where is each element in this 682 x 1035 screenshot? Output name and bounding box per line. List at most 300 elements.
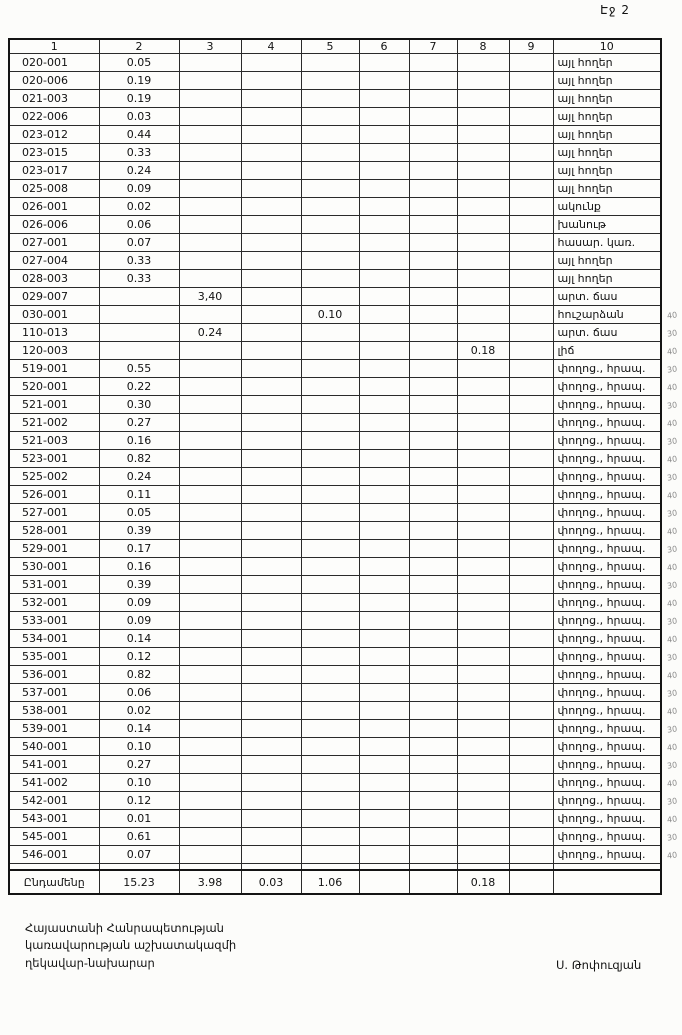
cell-col-10: փողոց., հրապ. 30 bbox=[553, 576, 661, 594]
table-row bbox=[9, 846, 661, 864]
cell-col-2: 0.24 bbox=[99, 468, 179, 486]
cell-col-3 bbox=[179, 612, 241, 630]
cell-col-10: այլ հողեր bbox=[553, 54, 661, 72]
column-header: 9 bbox=[509, 39, 553, 54]
cell-col-7 bbox=[409, 90, 457, 108]
cell-col-2: 0.24 bbox=[99, 162, 179, 180]
table-row bbox=[9, 306, 661, 324]
cell-col-3 bbox=[179, 576, 241, 594]
cell-col-1: 521-003 bbox=[9, 432, 99, 450]
cell-col-8 bbox=[457, 756, 509, 774]
cell-col-3 bbox=[179, 558, 241, 576]
cell-col-4 bbox=[241, 54, 301, 72]
cell-col-10: փողոց., հրապ. 30 bbox=[553, 756, 661, 774]
cell-col-8 bbox=[457, 630, 509, 648]
cell-col-5 bbox=[301, 594, 359, 612]
cell-col-6 bbox=[359, 342, 409, 360]
handwritten-margin-mark: 40 bbox=[666, 634, 678, 645]
table-row bbox=[9, 666, 661, 684]
cell-col-5 bbox=[301, 576, 359, 594]
cell-col-3 bbox=[179, 162, 241, 180]
cell-col-3 bbox=[179, 378, 241, 396]
cell-col-1: 520-001 bbox=[9, 378, 99, 396]
cell-col-10: արտ. ճաս 30 bbox=[553, 324, 661, 342]
cell-col-3 bbox=[179, 432, 241, 450]
cell-col-1: 028-003 bbox=[9, 270, 99, 288]
cell-col-9 bbox=[509, 342, 553, 360]
cell-col-3 bbox=[179, 414, 241, 432]
cell-col-5 bbox=[301, 810, 359, 828]
cell-col-6 bbox=[359, 870, 409, 894]
cell-col-5 bbox=[301, 468, 359, 486]
cell-col-8 bbox=[457, 72, 509, 90]
cell-col-7 bbox=[409, 180, 457, 198]
cell-col-8 bbox=[457, 216, 509, 234]
cell-col-9 bbox=[509, 486, 553, 504]
cell-col-2: 0.09 bbox=[99, 180, 179, 198]
cell-col-10: այլ հողեր bbox=[553, 72, 661, 90]
cell-col-7 bbox=[409, 558, 457, 576]
cell-col-9 bbox=[509, 450, 553, 468]
cell-col-2: 0.10 bbox=[99, 774, 179, 792]
cell-col-9 bbox=[509, 828, 553, 846]
cell-col-6 bbox=[359, 648, 409, 666]
table-row bbox=[9, 576, 661, 594]
cell-col-7 bbox=[409, 270, 457, 288]
cell-col-6 bbox=[359, 522, 409, 540]
cell-col-2: 0.14 bbox=[99, 720, 179, 738]
cell-col-5 bbox=[301, 396, 359, 414]
table-row bbox=[9, 288, 661, 306]
column-header: 2 bbox=[99, 39, 179, 54]
cell-col-7 bbox=[409, 504, 457, 522]
cell-col-8 bbox=[457, 378, 509, 396]
cell-col-7 bbox=[409, 288, 457, 306]
cell-col-1: 521-002 bbox=[9, 414, 99, 432]
cell-col-10: ակունք bbox=[553, 198, 661, 216]
cell-col-4 bbox=[241, 648, 301, 666]
cell-col-6 bbox=[359, 54, 409, 72]
table-row bbox=[9, 216, 661, 234]
cell-col-10: այլ հողեր bbox=[553, 162, 661, 180]
cell-col-9 bbox=[509, 540, 553, 558]
cell-col-7 bbox=[409, 870, 457, 894]
cell-col-5: 0.10 bbox=[301, 306, 359, 324]
cell-col-7 bbox=[409, 450, 457, 468]
cell-col-8 bbox=[457, 846, 509, 864]
cell-col-2: 0.06 bbox=[99, 684, 179, 702]
cell-col-9 bbox=[509, 702, 553, 720]
cell-col-1: Ընդամենը bbox=[9, 870, 99, 894]
cell-col-4 bbox=[241, 558, 301, 576]
cell-col-10: փողոց., հրապ. 30 bbox=[553, 468, 661, 486]
authority-line-1: Հայաստանի Հանրապետության bbox=[25, 921, 224, 935]
cell-col-7 bbox=[409, 72, 457, 90]
cell-col-9 bbox=[509, 252, 553, 270]
cell-col-9 bbox=[509, 720, 553, 738]
cell-col-5 bbox=[301, 738, 359, 756]
handwritten-margin-mark: 40 bbox=[666, 346, 678, 357]
cell-col-5 bbox=[301, 432, 359, 450]
table-row bbox=[9, 162, 661, 180]
cell-col-2: 0.01 bbox=[99, 810, 179, 828]
cell-col-5 bbox=[301, 684, 359, 702]
cell-col-2: 0.02 bbox=[99, 198, 179, 216]
handwritten-margin-mark: 40 bbox=[666, 706, 678, 717]
table-row bbox=[9, 522, 661, 540]
cell-col-8 bbox=[457, 252, 509, 270]
table-row bbox=[9, 486, 661, 504]
cell-col-4 bbox=[241, 360, 301, 378]
handwritten-margin-mark: 30 bbox=[666, 760, 678, 771]
cell-col-1: 542-001 bbox=[9, 792, 99, 810]
column-header: 10 bbox=[553, 39, 661, 54]
cell-col-10: փողոց., հրապ. 40 bbox=[553, 558, 661, 576]
handwritten-margin-mark: 40 bbox=[666, 742, 678, 753]
cell-col-3 bbox=[179, 684, 241, 702]
cell-col-5 bbox=[301, 216, 359, 234]
cell-col-8 bbox=[457, 666, 509, 684]
handwritten-margin-mark: 30 bbox=[666, 724, 678, 735]
cell-col-1: 519-001 bbox=[9, 360, 99, 378]
table-row bbox=[9, 630, 661, 648]
cell-col-9 bbox=[509, 666, 553, 684]
column-header: 4 bbox=[241, 39, 301, 54]
cell-col-2: 0.82 bbox=[99, 450, 179, 468]
cell-col-7 bbox=[409, 306, 457, 324]
cell-col-10: փողոց., հրապ. 40 bbox=[553, 450, 661, 468]
cell-col-5 bbox=[301, 126, 359, 144]
cell-col-2: 0.07 bbox=[99, 846, 179, 864]
cell-col-7 bbox=[409, 432, 457, 450]
cell-col-1: 526-001 bbox=[9, 486, 99, 504]
cell-col-1: 021-003 bbox=[9, 90, 99, 108]
table-row bbox=[9, 756, 661, 774]
cell-col-5 bbox=[301, 450, 359, 468]
table-row bbox=[9, 594, 661, 612]
cell-col-9 bbox=[509, 576, 553, 594]
cell-col-1: 536-001 bbox=[9, 666, 99, 684]
cell-col-3: 3.98 bbox=[179, 870, 241, 894]
cell-col-4 bbox=[241, 414, 301, 432]
cell-col-8 bbox=[457, 360, 509, 378]
cell-col-10: այլ հողեր bbox=[553, 144, 661, 162]
cell-col-2 bbox=[99, 342, 179, 360]
cell-col-10: լիճ 40 bbox=[553, 342, 661, 360]
cell-col-3 bbox=[179, 342, 241, 360]
cell-col-1: 530-001 bbox=[9, 558, 99, 576]
cell-col-6 bbox=[359, 558, 409, 576]
cell-col-6 bbox=[359, 324, 409, 342]
cell-col-1: 120-003 bbox=[9, 342, 99, 360]
cell-col-5 bbox=[301, 558, 359, 576]
cell-col-8 bbox=[457, 648, 509, 666]
cell-col-9 bbox=[509, 144, 553, 162]
table-row bbox=[9, 504, 661, 522]
cell-col-6 bbox=[359, 810, 409, 828]
cell-col-9 bbox=[509, 792, 553, 810]
cell-col-4 bbox=[241, 810, 301, 828]
cell-col-9 bbox=[509, 378, 553, 396]
handwritten-margin-mark: 30 bbox=[666, 436, 678, 447]
cell-col-5 bbox=[301, 108, 359, 126]
cell-col-2: 0.33 bbox=[99, 252, 179, 270]
table-row bbox=[9, 540, 661, 558]
cell-col-4 bbox=[241, 774, 301, 792]
cell-col-3 bbox=[179, 468, 241, 486]
cell-col-6 bbox=[359, 720, 409, 738]
cell-col-5 bbox=[301, 72, 359, 90]
table-row bbox=[9, 360, 661, 378]
cell-col-4 bbox=[241, 630, 301, 648]
cell-col-2: 0.19 bbox=[99, 72, 179, 90]
cell-col-10: փողոց., հրապ. 40 bbox=[553, 810, 661, 828]
cell-col-3 bbox=[179, 198, 241, 216]
cell-col-8 bbox=[457, 180, 509, 198]
cell-col-9 bbox=[509, 198, 553, 216]
cell-col-1: 532-001 bbox=[9, 594, 99, 612]
cell-col-3 bbox=[179, 594, 241, 612]
table-row bbox=[9, 792, 661, 810]
cell-col-5 bbox=[301, 648, 359, 666]
cell-col-9 bbox=[509, 360, 553, 378]
cell-col-5 bbox=[301, 756, 359, 774]
cell-col-9 bbox=[509, 774, 553, 792]
table-row bbox=[9, 234, 661, 252]
cell-col-9 bbox=[509, 756, 553, 774]
cell-col-2: 15.23 bbox=[99, 870, 179, 894]
authority-line-2: կառավարության աշխատակազմի bbox=[25, 938, 237, 953]
table-row bbox=[9, 108, 661, 126]
cell-col-5 bbox=[301, 288, 359, 306]
cell-col-8 bbox=[457, 234, 509, 252]
cell-col-3 bbox=[179, 180, 241, 198]
handwritten-margin-mark: 30 bbox=[666, 328, 678, 339]
cell-col-3 bbox=[179, 774, 241, 792]
cell-col-10: փողոց., հրապ. 30 bbox=[553, 612, 661, 630]
cell-col-2: 0.39 bbox=[99, 522, 179, 540]
cell-col-2: 0.17 bbox=[99, 540, 179, 558]
cell-col-4 bbox=[241, 684, 301, 702]
cell-col-9 bbox=[509, 396, 553, 414]
cell-col-6 bbox=[359, 306, 409, 324]
cell-col-5 bbox=[301, 54, 359, 72]
cell-col-9 bbox=[509, 738, 553, 756]
cell-col-8 bbox=[457, 774, 509, 792]
cell-col-10: փողոց., հրապ. 40 bbox=[553, 522, 661, 540]
cell-col-10: փողոց., հրապ. 30 bbox=[553, 396, 661, 414]
cell-col-8 bbox=[457, 576, 509, 594]
cell-col-3 bbox=[179, 540, 241, 558]
cell-col-9 bbox=[509, 522, 553, 540]
cell-col-2: 0.10 bbox=[99, 738, 179, 756]
cell-col-4 bbox=[241, 720, 301, 738]
cell-col-6 bbox=[359, 828, 409, 846]
cell-col-6 bbox=[359, 162, 409, 180]
table-row bbox=[9, 648, 661, 666]
handwritten-margin-mark: 40 bbox=[666, 562, 678, 573]
cell-col-4 bbox=[241, 738, 301, 756]
total-row bbox=[9, 870, 661, 894]
cell-col-2: 0.02 bbox=[99, 702, 179, 720]
cell-col-5 bbox=[301, 198, 359, 216]
cell-col-7 bbox=[409, 540, 457, 558]
table-row bbox=[9, 180, 661, 198]
cell-col-6 bbox=[359, 630, 409, 648]
cell-col-4 bbox=[241, 288, 301, 306]
cell-col-3 bbox=[179, 234, 241, 252]
cell-col-10: փողոց., հրապ. 30 bbox=[553, 684, 661, 702]
cell-col-10: փողոց., հրապ. 30 bbox=[553, 432, 661, 450]
cell-col-6 bbox=[359, 396, 409, 414]
cell-col-1: 023-017 bbox=[9, 162, 99, 180]
cell-col-2: 0.27 bbox=[99, 414, 179, 432]
column-header: 5 bbox=[301, 39, 359, 54]
cell-col-1: 541-001 bbox=[9, 756, 99, 774]
cell-col-5 bbox=[301, 180, 359, 198]
cell-col-6 bbox=[359, 612, 409, 630]
cell-col-9 bbox=[509, 870, 553, 894]
cell-col-9 bbox=[509, 414, 553, 432]
cell-col-2: 0.09 bbox=[99, 612, 179, 630]
cell-col-4 bbox=[241, 234, 301, 252]
table-row bbox=[9, 612, 661, 630]
cell-col-7 bbox=[409, 792, 457, 810]
cell-col-8 bbox=[457, 324, 509, 342]
cell-col-1: 538-001 bbox=[9, 702, 99, 720]
cell-col-10 bbox=[553, 870, 661, 894]
cell-col-8 bbox=[457, 612, 509, 630]
cell-col-6 bbox=[359, 540, 409, 558]
cell-col-7 bbox=[409, 414, 457, 432]
cell-col-1: 543-001 bbox=[9, 810, 99, 828]
cell-col-2 bbox=[99, 288, 179, 306]
cell-col-10: արտ. ճաս bbox=[553, 288, 661, 306]
cell-col-5 bbox=[301, 774, 359, 792]
cell-col-3 bbox=[179, 504, 241, 522]
cell-col-6 bbox=[359, 504, 409, 522]
cell-col-2: 0.55 bbox=[99, 360, 179, 378]
cell-col-3 bbox=[179, 792, 241, 810]
handwritten-margin-mark: 40 bbox=[666, 418, 678, 429]
cell-col-8 bbox=[457, 198, 509, 216]
table-row bbox=[9, 324, 661, 342]
cell-col-10: խանութ bbox=[553, 216, 661, 234]
cell-col-4 bbox=[241, 432, 301, 450]
cell-col-10: փողոց., հրապ. 40 bbox=[553, 486, 661, 504]
cell-col-3 bbox=[179, 486, 241, 504]
cell-col-9 bbox=[509, 54, 553, 72]
table-row bbox=[9, 468, 661, 486]
cell-col-6 bbox=[359, 198, 409, 216]
cell-col-7 bbox=[409, 828, 457, 846]
cell-col-6 bbox=[359, 576, 409, 594]
cell-col-9 bbox=[509, 648, 553, 666]
cell-col-8 bbox=[457, 54, 509, 72]
cell-col-8 bbox=[457, 108, 509, 126]
cell-col-5 bbox=[301, 666, 359, 684]
cell-col-1: 026-001 bbox=[9, 198, 99, 216]
cell-col-7 bbox=[409, 468, 457, 486]
cell-col-4 bbox=[241, 702, 301, 720]
cell-col-7 bbox=[409, 810, 457, 828]
cell-col-8 bbox=[457, 810, 509, 828]
cell-col-1: 029-007 bbox=[9, 288, 99, 306]
cell-col-8 bbox=[457, 684, 509, 702]
cell-col-10: այլ հողեր bbox=[553, 180, 661, 198]
cell-col-2: 0.16 bbox=[99, 558, 179, 576]
cell-col-5 bbox=[301, 486, 359, 504]
cell-col-2: 0.61 bbox=[99, 828, 179, 846]
cell-col-9 bbox=[509, 234, 553, 252]
cell-col-1: 531-001 bbox=[9, 576, 99, 594]
cell-col-5 bbox=[301, 162, 359, 180]
cell-col-10: փողոց., հրապ. 30 bbox=[553, 828, 661, 846]
cell-col-10: փողոց., հրապ. 40 bbox=[553, 594, 661, 612]
cell-col-2: 0.19 bbox=[99, 90, 179, 108]
cell-col-1: 023-012 bbox=[9, 126, 99, 144]
table-row bbox=[9, 828, 661, 846]
cell-col-2: 0.12 bbox=[99, 792, 179, 810]
cell-col-4 bbox=[241, 450, 301, 468]
cell-col-10: փողոց., հրապ. 30 bbox=[553, 540, 661, 558]
cell-col-10: փողոց., հրապ. 40 bbox=[553, 378, 661, 396]
cell-col-10: այլ հողեր bbox=[553, 126, 661, 144]
cell-col-7 bbox=[409, 756, 457, 774]
cell-col-4 bbox=[241, 792, 301, 810]
issuing-authority-block bbox=[25, 920, 236, 972]
cell-col-10: փողոց., հրապ. 30 bbox=[553, 360, 661, 378]
cell-col-2: 0.82 bbox=[99, 666, 179, 684]
cell-col-2: 0.09 bbox=[99, 594, 179, 612]
cell-col-3 bbox=[179, 828, 241, 846]
table-row bbox=[9, 702, 661, 720]
cell-col-8 bbox=[457, 306, 509, 324]
cell-col-10: այլ հողեր bbox=[553, 270, 661, 288]
cell-col-7 bbox=[409, 720, 457, 738]
cell-col-1: 027-001 bbox=[9, 234, 99, 252]
cell-col-8 bbox=[457, 432, 509, 450]
cell-col-4 bbox=[241, 756, 301, 774]
cell-col-6 bbox=[359, 594, 409, 612]
cell-col-6 bbox=[359, 792, 409, 810]
cell-col-1: 546-001 bbox=[9, 846, 99, 864]
cell-col-3 bbox=[179, 756, 241, 774]
cell-col-10: փողոց., հրապ. 40 bbox=[553, 414, 661, 432]
cell-col-9 bbox=[509, 630, 553, 648]
column-header: 7 bbox=[409, 39, 457, 54]
cell-col-1: 540-001 bbox=[9, 738, 99, 756]
cell-col-3 bbox=[179, 108, 241, 126]
cell-col-1: 110-013 bbox=[9, 324, 99, 342]
cell-col-3 bbox=[179, 54, 241, 72]
cell-col-6 bbox=[359, 108, 409, 126]
cell-col-8 bbox=[457, 522, 509, 540]
cell-col-6 bbox=[359, 126, 409, 144]
cell-col-7 bbox=[409, 162, 457, 180]
cell-col-10: փողոց., հրապ. 40 bbox=[553, 702, 661, 720]
cell-col-6 bbox=[359, 846, 409, 864]
cell-col-4 bbox=[241, 162, 301, 180]
cell-col-6 bbox=[359, 288, 409, 306]
handwritten-margin-mark: 40 bbox=[666, 310, 678, 321]
table-row bbox=[9, 684, 661, 702]
cell-col-4 bbox=[241, 306, 301, 324]
cell-col-4 bbox=[241, 342, 301, 360]
cell-col-1: 030-001 bbox=[9, 306, 99, 324]
table-row bbox=[9, 378, 661, 396]
cell-col-8 bbox=[457, 504, 509, 522]
